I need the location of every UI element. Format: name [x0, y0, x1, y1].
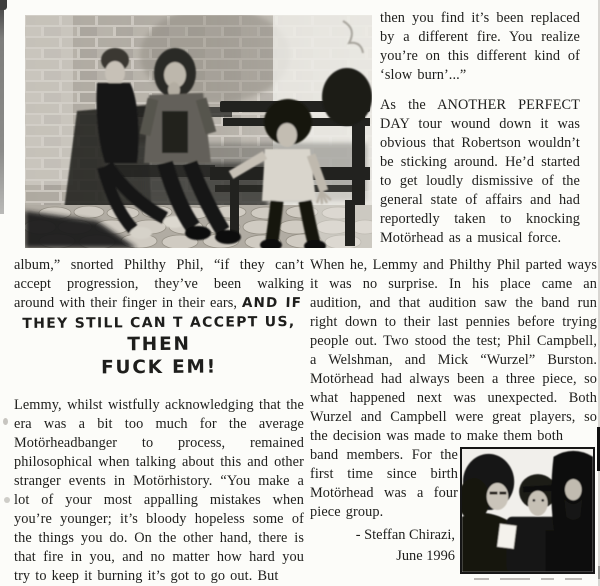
attribution: [310, 525, 458, 567]
lemmy-paragraph: Lemmy, whilst wistfully acknowledging that the era was a bit too much for the average Motörheadbanger to process, remained philosophical when talking about this and other stranger events in Motörhistory. “You make a lot of your most appalling mistakes when you’re younger; it’s bloody hopeless some of the things you do. On the other hand, there is that fire in you, and no matter how hard you try to keep it burning it’s got to go out. But: [14, 397, 304, 584]
attribution-author: - Steffan Chirazi,: [355, 527, 455, 543]
attribution-date: June 1996: [396, 548, 455, 564]
band-on-bench-photo: [25, 15, 372, 248]
scan-smudge: [3, 418, 8, 425]
left-column: [14, 256, 304, 586]
photo-credit-microtext: [474, 578, 582, 580]
marker-and-if: AND IF: [241, 295, 303, 311]
scan-corner-mark: [0, 0, 7, 10]
four-piece-paragraph: band members. For the first time since birth Motörhead was a four piece group.: [310, 447, 458, 520]
marker-then: THEN: [127, 333, 191, 356]
marker-line-accept: [14, 312, 304, 358]
audition-paragraph: When he, Lemmy and Philthy Phil parted ways it was no surprise. In his place came an audition, and that audition saw the band run right down to their last pennies before trying people out. Two stood the test; Phil Campbell, a Welshman, and Mick “Wurzel” Burston. Motörhead had always been a three piece, so what happened next was unexpected. Both Wurzel and Campbell were great players, so the decision was made to make them both: [310, 257, 597, 444]
philthy-quote-text: album,” snorted Philthy Phil, “if they can’t accept progression, they’ve been walking around with their finger in their ears,: [14, 257, 304, 311]
scan-smudge: [4, 497, 10, 503]
intro-column: [380, 9, 580, 248]
four-piece-band-photo: [460, 447, 595, 574]
tour-paragraph: As the ANOTHER PERFECT DAY tour wound down it was obvious that Robertson wouldn’t be sticking around. He’d started to get loudly dismissive of the general state of affairs and had reportedly taken to knocking Motörhead as a musical force.: [380, 97, 580, 246]
scan-edge-left: [0, 0, 4, 214]
right-column: [310, 256, 597, 574]
philthy-quote-paragraph: [14, 256, 304, 313]
marker-line-fuck-em: FUCK EM!: [100, 356, 218, 379]
quote-continuation-paragraph: then you find it’s been replaced by a different fire. You realize you’re on this different kind of ‘slow burn’...”: [380, 10, 580, 83]
photo-wrap-row: [310, 446, 597, 574]
marker-still-cant: THEY STILL CAN T ACCEPT US,: [22, 314, 296, 332]
beside-photo-text: [310, 446, 458, 567]
